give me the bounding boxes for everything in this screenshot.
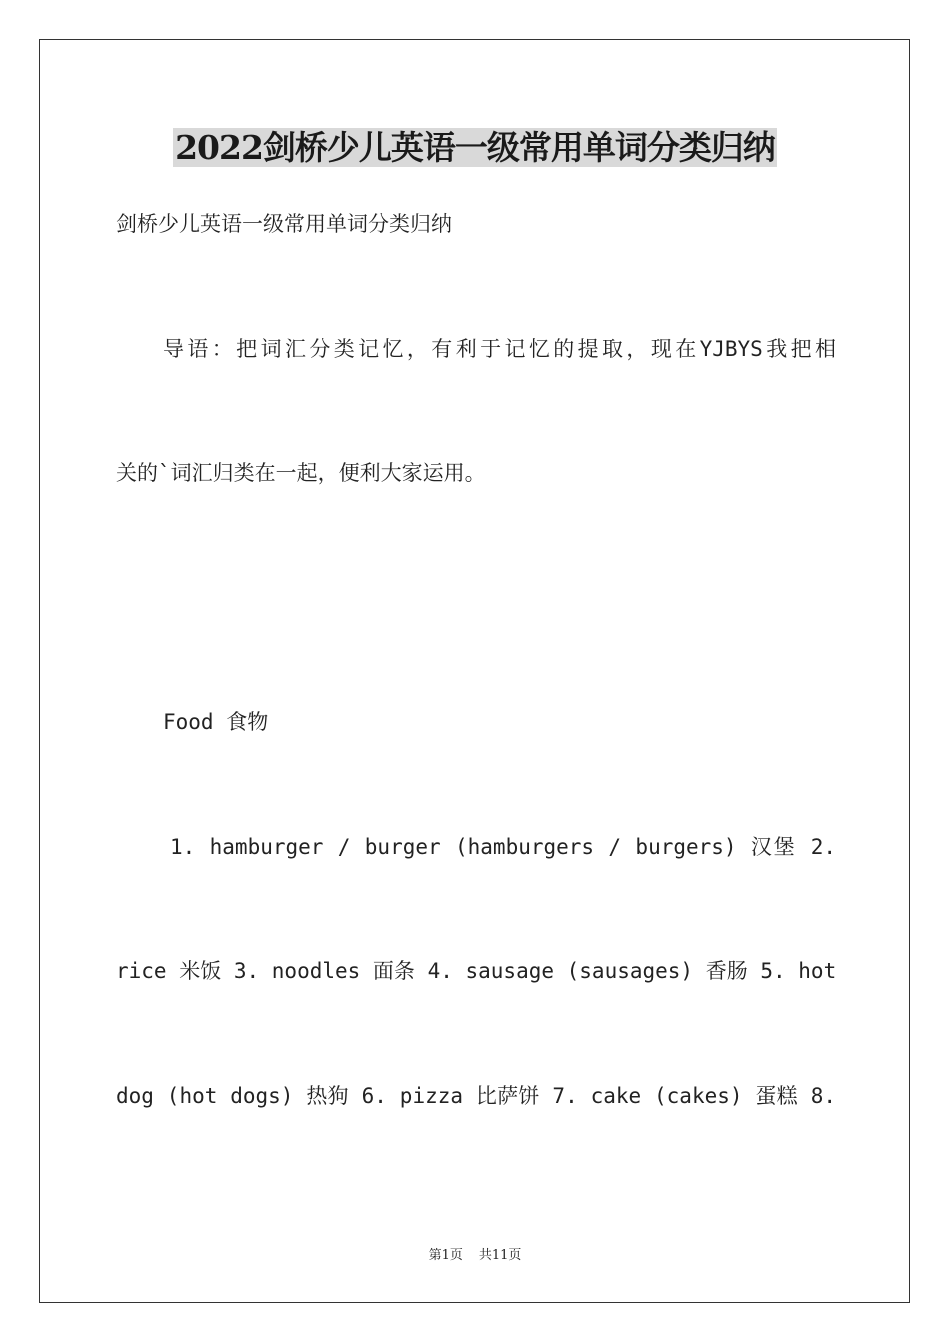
- vocab-line-3: dog (hot dogs) 热狗 6. pizza 比萨饼 7. cake (cakes) 蛋糕 8.: [116, 1084, 836, 1108]
- footer-page-total: 共11页: [478, 1248, 522, 1263]
- document-title: [0, 124, 950, 172]
- document-subtitle: 剑桥少儿英语一级常用单词分类归纳: [116, 212, 452, 236]
- section-heading-food: Food 食物: [163, 710, 269, 734]
- intro-paragraph-line-1: 导语：把词汇分类记忆，有利于记忆的提取，现在YJBYS我把相: [163, 337, 836, 361]
- footer-page-current: 第1页: [428, 1248, 463, 1263]
- page-footer: [0, 1246, 950, 1266]
- intro-paragraph-line-2: 关的`词汇归类在一起，便利大家运用。: [116, 461, 486, 485]
- vocab-line-1: 1. hamburger / burger (hamburgers / burgers) 汉堡 2.: [170, 835, 836, 859]
- document-title-text: 2022剑桥少儿英语一级常用单词分类归纳: [175, 128, 775, 167]
- vocab-line-2: rice 米饭 3. noodles 面条 4. sausage (sausages) 香肠 5. hot: [116, 959, 837, 983]
